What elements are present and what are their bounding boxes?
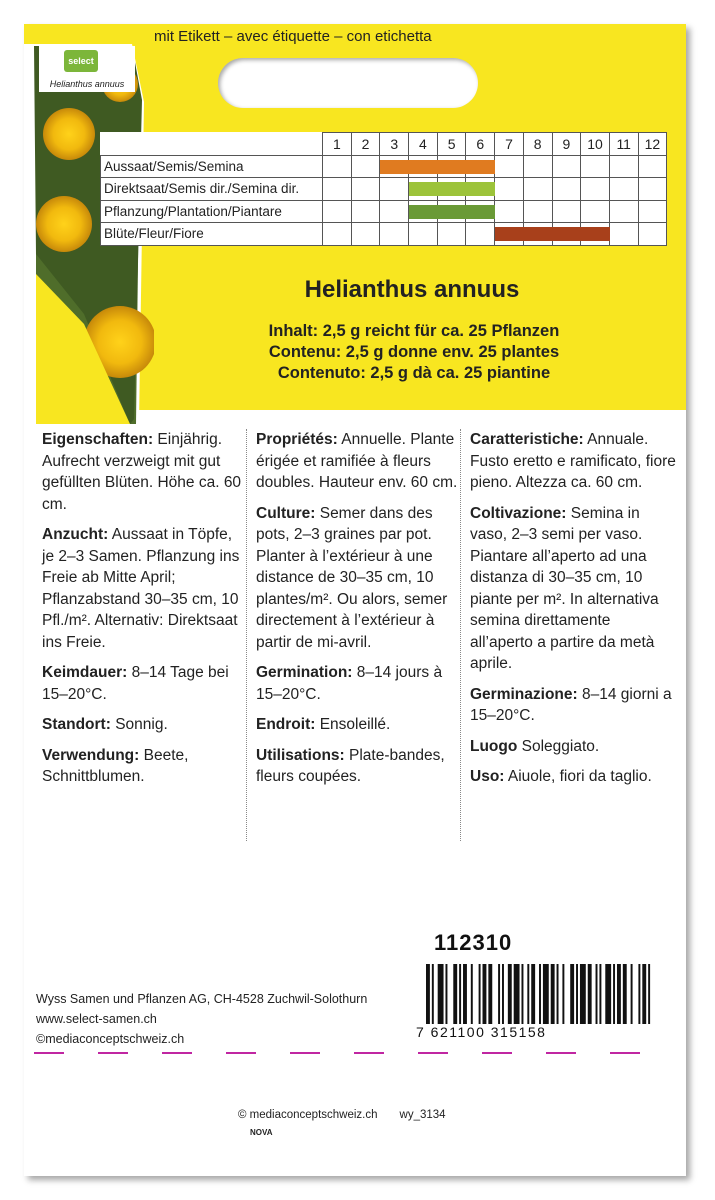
de-usage-heading: Verwendung:: [42, 746, 140, 764]
calendar-cell: [495, 178, 524, 201]
calendar-cell: [380, 200, 409, 223]
company-name: Wyss Samen und Pflanzen AG, CH-4528 Zuchwil-Solothurn: [36, 992, 368, 1006]
it-location: [470, 736, 676, 758]
barcode-bar: [463, 964, 467, 1024]
de-germination-heading: Keimdauer:: [42, 664, 128, 681]
bottom-imprint: [238, 1109, 446, 1121]
month-12: 12: [638, 133, 667, 156]
calendar-cell: [495, 200, 524, 223]
month-7: 7: [495, 133, 524, 156]
fr-germination-text: 8–14 jours à 15–20°C.: [256, 664, 443, 703]
label-plant-name: Helianthus annuus: [49, 79, 125, 89]
contents-block: [174, 321, 654, 384]
barcode-bar: [638, 964, 640, 1024]
contents-de: Inhalt: 2,5 g reicht für ca. 25 Pflanzen: [268, 322, 560, 340]
calendar-row-label: Pflanzung/Plantation/Piantare: [101, 200, 323, 223]
fr-location-text: Ensoleillé.: [315, 716, 391, 733]
article-code: 112310: [434, 930, 513, 955]
fr-usage-text: Plate-bandes, fleurs coupées.: [256, 746, 445, 785]
period-bar: [495, 227, 610, 241]
barcode-bar: [488, 964, 492, 1024]
fr-properties: [256, 429, 458, 494]
barcode-bar: [576, 964, 578, 1024]
calendar-header-row: [101, 133, 667, 156]
calendar-cell: [552, 200, 581, 223]
barcode-bar: [605, 964, 611, 1024]
it-cultivation: [470, 503, 676, 675]
month-9: 9: [552, 133, 581, 156]
de-cultivation-text: Aussaat in Töpfe, je 2–3 Samen. Pflanzung ins Freie ab Mitte April; Pflanzabstand 30–35 cm, 10 Pfl./m². Alternativ: Direktsaat ins Freie.: [42, 526, 240, 651]
barcode-bar: [551, 964, 555, 1024]
calendar-cell: [351, 155, 380, 178]
barcode-bar: [623, 964, 627, 1024]
barcode-bar: [432, 964, 434, 1024]
calendar-cell: [323, 223, 352, 246]
barcode-bar: [498, 964, 500, 1024]
it-properties-text: Annuale. Fusto eretto e ramificato, fiore pieno. Altezza ca. 60 cm.: [470, 431, 676, 491]
calendar-cell: [638, 155, 667, 178]
cut-line-dash: [226, 1052, 256, 1054]
barcode-bar: [527, 964, 529, 1024]
de-usage-text: Beete, Schnittblumen.: [42, 746, 189, 785]
calendar-cell: [323, 178, 352, 201]
de-usage: [42, 745, 247, 788]
calendar-cell: [495, 223, 524, 246]
contents-fr: Contenu: 2,5 g donne env. 25 plantes: [268, 343, 560, 361]
calendar-cell: [351, 178, 380, 201]
it-usage-text: Aiuole, fiori da taglio.: [504, 768, 652, 785]
bottom-ref: wy_3134: [399, 1109, 446, 1121]
product-title: Helianthus annuus: [304, 276, 520, 303]
de-location: [42, 714, 247, 736]
barcode-bar: [557, 964, 559, 1024]
de-properties: [42, 429, 247, 515]
barcode-bar: [588, 964, 592, 1024]
calendar-cell: [638, 178, 667, 201]
calendar-cell: [380, 178, 409, 201]
month-8: 8: [523, 133, 552, 156]
barcode-bar: [502, 964, 504, 1024]
it-properties: [470, 429, 676, 494]
calendar-cell: [552, 155, 581, 178]
calendar-cell: [552, 178, 581, 201]
barcode-bar: [531, 964, 535, 1024]
de-cultivation-heading: Anzucht:: [42, 526, 109, 543]
barcode-bar: [613, 964, 615, 1024]
calendar-corner: [101, 133, 323, 156]
calendar-cell: [581, 178, 610, 201]
barcode-bar: [543, 964, 549, 1024]
cut-line-dash: [34, 1052, 64, 1054]
printer-logo: NOVA: [250, 1128, 273, 1137]
month-3: 3: [380, 133, 409, 156]
it-properties-heading: Caratteristiche:: [470, 431, 584, 448]
calendar-cell: [409, 223, 438, 246]
fr-germination: [256, 662, 458, 705]
company-info: [36, 989, 367, 1049]
seed-packet-back: [24, 24, 686, 1176]
label-note: mit Etikett – avec étiquette – con etichetta: [154, 28, 432, 45]
cut-line-dash: [290, 1052, 320, 1054]
de-germination-text: 8–14 Tage bei 15–20°C.: [42, 664, 229, 703]
brand-logo-text: select: [68, 56, 94, 66]
barcode-bar: [617, 964, 621, 1024]
calendar-cell: [609, 155, 638, 178]
period-bar: [409, 205, 495, 219]
it-usage-heading: Uso:: [470, 768, 505, 785]
fr-usage: [256, 745, 458, 788]
cut-line-dash: [354, 1052, 384, 1054]
calendar-row-label: Aussaat/Semis/Semina: [101, 155, 323, 178]
barcode-bar: [508, 964, 512, 1024]
barcode-bar: [596, 964, 598, 1024]
contents-it: Contenuto: 2,5 g dà ca. 25 piantine: [277, 364, 551, 382]
de-cultivation: [42, 524, 247, 653]
period-bar: [409, 182, 495, 196]
calendar-cell: [523, 155, 552, 178]
de-properties-heading: Eigenschaften:: [42, 431, 154, 448]
calendar-cell: [581, 200, 610, 223]
month-11: 11: [609, 133, 638, 156]
it-usage: [470, 766, 676, 788]
calendar-cell: [437, 223, 466, 246]
it-location-text: Soleggiato.: [517, 737, 600, 755]
it-location-heading: Luogo: [470, 737, 518, 755]
barcode-bar: [453, 964, 457, 1024]
company-copyright: ©mediaconceptschweiz.ch: [36, 1032, 185, 1046]
ean-number: 7 621100 315158: [416, 1024, 547, 1040]
company-website: www.select-samen.ch: [36, 1012, 157, 1026]
calendar-cell: [609, 178, 638, 201]
it-germination: [470, 684, 676, 727]
it-germination-text: 8–14 giorni a 15–20°C.: [470, 685, 672, 724]
calendar-cell: [466, 223, 495, 246]
month-1: 1: [323, 133, 352, 156]
calendar-cell: [495, 155, 524, 178]
calendar-row-label: Blüte/Fleur/Fiore: [101, 223, 323, 246]
barcode-bar: [539, 964, 541, 1024]
cut-line: [34, 1052, 674, 1054]
cut-line-dash: [546, 1052, 576, 1054]
calendar-cell: [638, 223, 667, 246]
barcode-bar: [521, 964, 523, 1024]
calendar-cell: [351, 200, 380, 223]
cut-line-dash: [162, 1052, 192, 1054]
calendar-cell: [581, 155, 610, 178]
barcode-bar: [599, 964, 601, 1024]
column-divider: [460, 429, 461, 841]
fr-properties-heading: Propriétés:: [256, 431, 338, 448]
fr-location: [256, 714, 458, 736]
calendar-row: [101, 155, 667, 178]
barcode-bar: [426, 964, 430, 1024]
fr-usage-heading: Utilisations:: [256, 746, 345, 764]
calendar-cell: [351, 223, 380, 246]
fr-properties-text: Annuelle. Plante érigée et ramifiée à fleurs doubles. Hauteur env. 60 cm.: [256, 431, 458, 491]
month-2: 2: [351, 133, 380, 156]
period-bar: [380, 160, 495, 174]
calendar-row: [101, 200, 667, 223]
barcode-bar: [483, 964, 487, 1024]
month-6: 6: [466, 133, 495, 156]
barcode-bar: [631, 964, 633, 1024]
column-german: [42, 429, 247, 797]
month-5: 5: [437, 133, 466, 156]
cut-line-dash: [418, 1052, 448, 1054]
it-cultivation-heading: Coltivazione:: [470, 504, 567, 522]
column-french: [256, 429, 458, 797]
calendar-cell: [523, 178, 552, 201]
de-properties-text: Einjährig. Aufrecht verzweigt mit gut gefüllten Blüten. Höhe ca. 60 cm.: [42, 431, 242, 513]
calendar-cell: [409, 200, 438, 223]
month-10: 10: [581, 133, 610, 156]
sowing-calendar: [100, 132, 667, 246]
it-germination-heading: Germinazione:: [470, 685, 578, 703]
calendar-cell: [409, 178, 438, 201]
bottom-copyright: © mediaconceptschweiz.ch: [238, 1109, 378, 1121]
barcode-bar: [648, 964, 650, 1024]
fr-location-heading: Endroit:: [256, 716, 316, 733]
cut-line-dash: [482, 1052, 512, 1054]
calendar-row: [101, 178, 667, 201]
de-germination: [42, 662, 247, 705]
calendar-cell: [609, 223, 638, 246]
barcode-bar: [580, 964, 586, 1024]
calendar-cell: [323, 200, 352, 223]
it-cultivation-text: Semina in vaso, 2–3 semi per vaso. Piantare all’aperto ad una distanza di 30–35 cm, 10 piante per m². In alternativa semina direttamente all’aperto a partire da metà aprile.: [470, 504, 659, 672]
de-location-heading: Standort:: [42, 716, 111, 733]
cut-line-dash: [610, 1052, 640, 1054]
cut-line-dash: [98, 1052, 128, 1054]
fr-cultivation: [256, 503, 458, 654]
calendar-cell: [380, 155, 409, 178]
calendar-cell: [323, 155, 352, 178]
column-divider: [246, 429, 247, 841]
de-location-text: Sonnig.: [110, 716, 168, 733]
calendar-cell: [638, 200, 667, 223]
calendar-cell: [609, 200, 638, 223]
barcode-bar: [445, 964, 447, 1024]
barcode-bar: [438, 964, 444, 1024]
fr-cultivation-heading: Culture:: [256, 504, 316, 522]
barcode-bar: [479, 964, 481, 1024]
calendar-cell: [523, 200, 552, 223]
barcode-bar: [642, 964, 646, 1024]
barcode-bar: [514, 964, 520, 1024]
month-4: 4: [409, 133, 438, 156]
column-italian: [470, 429, 676, 797]
hang-hole: [218, 58, 478, 108]
barcode-bar: [459, 964, 461, 1024]
calendar-cell: [380, 223, 409, 246]
fr-germination-heading: Germination:: [256, 664, 353, 681]
barcode-bar: [562, 964, 564, 1024]
barcode-bar: [570, 964, 574, 1024]
fr-cultivation-text: Semer dans des pots, 2–3 graines par pot. Planter à l’extérieur à une distance de 30–35 cm, 10 plantes/m². Ou alors, semer directement à l’extérieur à partir de mi-avril.: [256, 504, 448, 651]
calendar-row: [101, 223, 667, 246]
calendar-row-label: Direktsaat/Semis dir./Semina dir.: [101, 178, 323, 201]
barcode-bar: [471, 964, 473, 1024]
